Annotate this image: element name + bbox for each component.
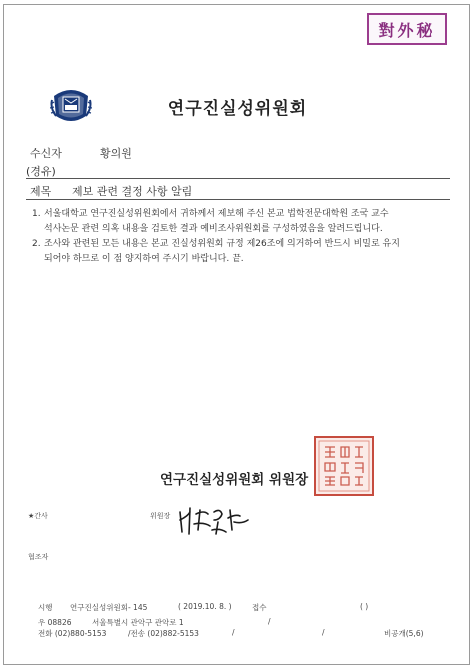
footer-slash: / [232,628,235,637]
body-item-line: 조사와 관련된 모든 내용은 본교 진실성위원회 규정 제26조에 의거하여 반드시 비밀로 유지 [44,239,400,249]
organization-title: 연구진실성위원회 [167,99,308,119]
body-item-line: 서울대학교 연구진실성위원회에서 귀하께서 제보해 주신 본교 법학전문대학원 조국 교수 [44,209,389,219]
confidential-stamp-text: 對外秘 [378,20,436,40]
postal-code: 우 08826 [38,618,72,627]
subject-label: 제목 [30,185,52,198]
visibility-status: 비공개(5,6) [384,629,424,638]
enforce-date: ( 2019.10. 8. ) [178,602,232,611]
phone-number: 전화 (02)880-5153 [38,629,107,638]
recipient-label: 수신자 [30,147,62,160]
body-item-line: 석사논문 관련 의혹 내용을 검토한 결과 예비조사위원회를 구성하였음을 알려드립니다. [44,224,383,234]
subject-value: 제보 관련 결정 사항 알림 [72,185,193,198]
cooperator-label: 협조자 [28,553,49,561]
address: 서울특별시 관악구 관악로 1 [92,618,184,627]
enforce-value: 연구진실성위원회- 145 [70,603,148,612]
body-item-1 [32,207,452,237]
body-item-number: 2. [32,239,41,249]
fax-number: /전송 (02)882-5153 [128,629,199,638]
footer-slash: / [322,628,325,637]
recipient-value: 황의원 [100,147,132,160]
receipt-paren: ( ) [360,602,369,611]
drafter-label: ★간사 [28,512,48,520]
footer-slash: / [268,617,271,626]
handwritten-signature-icon [176,500,252,540]
subject-bottom-rule [26,199,450,200]
sender-title: 연구진실성위원회 위원장 [160,472,309,488]
body-item-number: 1. [32,209,41,219]
body-item-line: 되어야 하므로 이 점 양지하여 주시기 바랍니다. 끝. [44,254,244,264]
body-item-2 [32,237,452,267]
via-label: (경유) [26,165,56,178]
chair-label: 위원장 [150,512,171,520]
receipt-label: 접수 [252,603,267,612]
official-red-seal-icon [313,435,375,497]
subject-top-rule [26,178,450,179]
confidential-stamp [367,13,447,45]
enforce-label: 시행 [38,603,53,612]
